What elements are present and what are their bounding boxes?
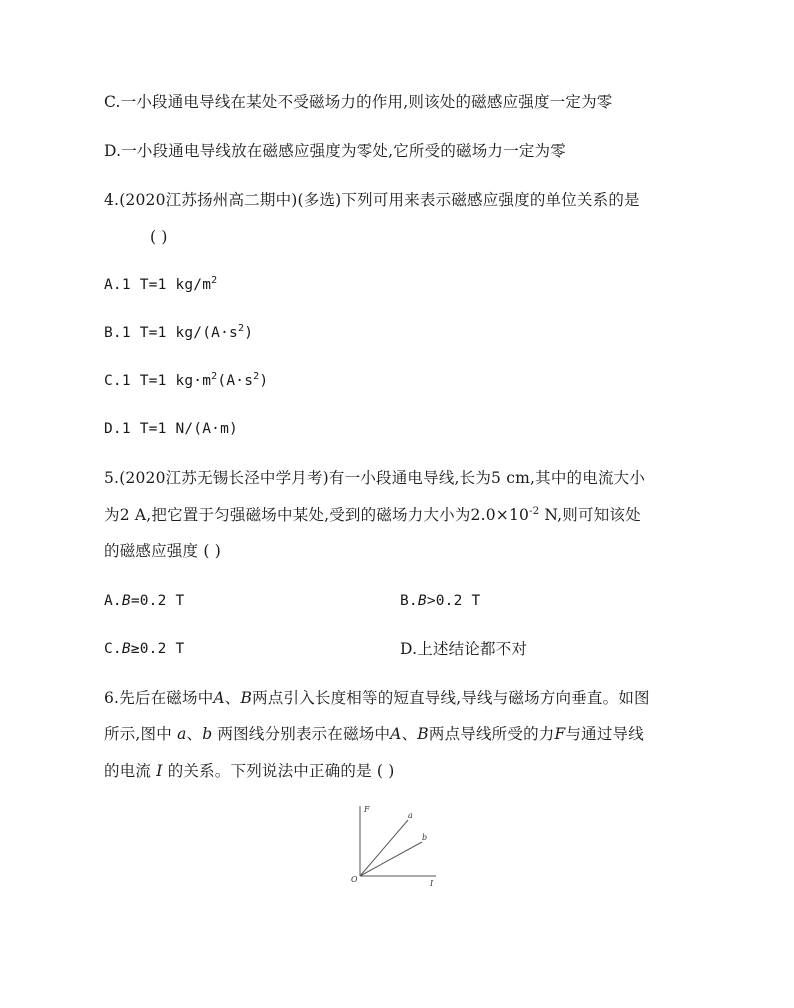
question-4-option-a: A.1 T=1 $kg/m^2$	[104, 275, 218, 293]
graph-line-b	[360, 842, 422, 876]
force-current-graph	[340, 798, 450, 890]
question-6-line-1: 6.先后在磁场中A、B两点引入长度相等的短直导线,导线与磁场方向垂直。如图	[104, 689, 650, 707]
question-4-stem: 4.(2020江苏扬州高二期中)(多选)下列可用来表示磁感应强度的单位关系的是	[104, 191, 640, 209]
question-4-option-b: B.1 T=1 $kg/(A\cdot s^2)$	[104, 323, 254, 341]
question-6-line-3: 的电流 I 的关系。下列说法中正确的是 ( )	[104, 762, 395, 780]
y-axis-label: F	[364, 805, 370, 814]
line-a-label: a	[408, 811, 413, 820]
question-5-line-3: 的磁感应强度 ( )	[104, 542, 221, 560]
line-c3: C.一小段通电导线在某处不受磁场力的作用,则该处的磁感应强度一定为零	[104, 93, 613, 111]
line-b-label: b	[422, 833, 428, 842]
line-d3: D.一小段通电导线放在磁感应强度为零处,它所受的磁场力一定为零	[104, 142, 566, 160]
x-axis-label: I	[430, 879, 434, 888]
question-4-option-d: D.1 T=1 N/(A·m)	[104, 421, 238, 437]
question-5-option-c: C.B≥0.2 T	[104, 641, 185, 657]
question-6-line-2: 所示,图中 a、b 两图线分别表示在磁场中A、B两点导线所受的力F与通过导线	[104, 725, 644, 743]
question-5-option-d: D.上述结论都不对	[400, 640, 528, 658]
graph-line-a	[360, 820, 408, 876]
question-4-bracket: ( )	[150, 228, 168, 246]
question-5-option-a: A.B=0.2 T	[104, 593, 185, 609]
origin-label: O	[351, 875, 358, 884]
question-5-line-1: 5.(2020江苏无锡长泾中学月考)有一小段通电导线,长为5 cm,其中的电流大小	[104, 469, 646, 487]
question-4-option-c: C.1 T=1 $kg\cdot m^2(A\cdot s^2)$	[104, 371, 269, 389]
question-5-option-b: B.B>0.2 T	[400, 593, 481, 609]
question-5-line-2: 为2 A,把它置于匀强磁场中某处,受到的磁场力大小为$2.0\times 10^{-2}$ N,则可知该处	[104, 506, 641, 524]
